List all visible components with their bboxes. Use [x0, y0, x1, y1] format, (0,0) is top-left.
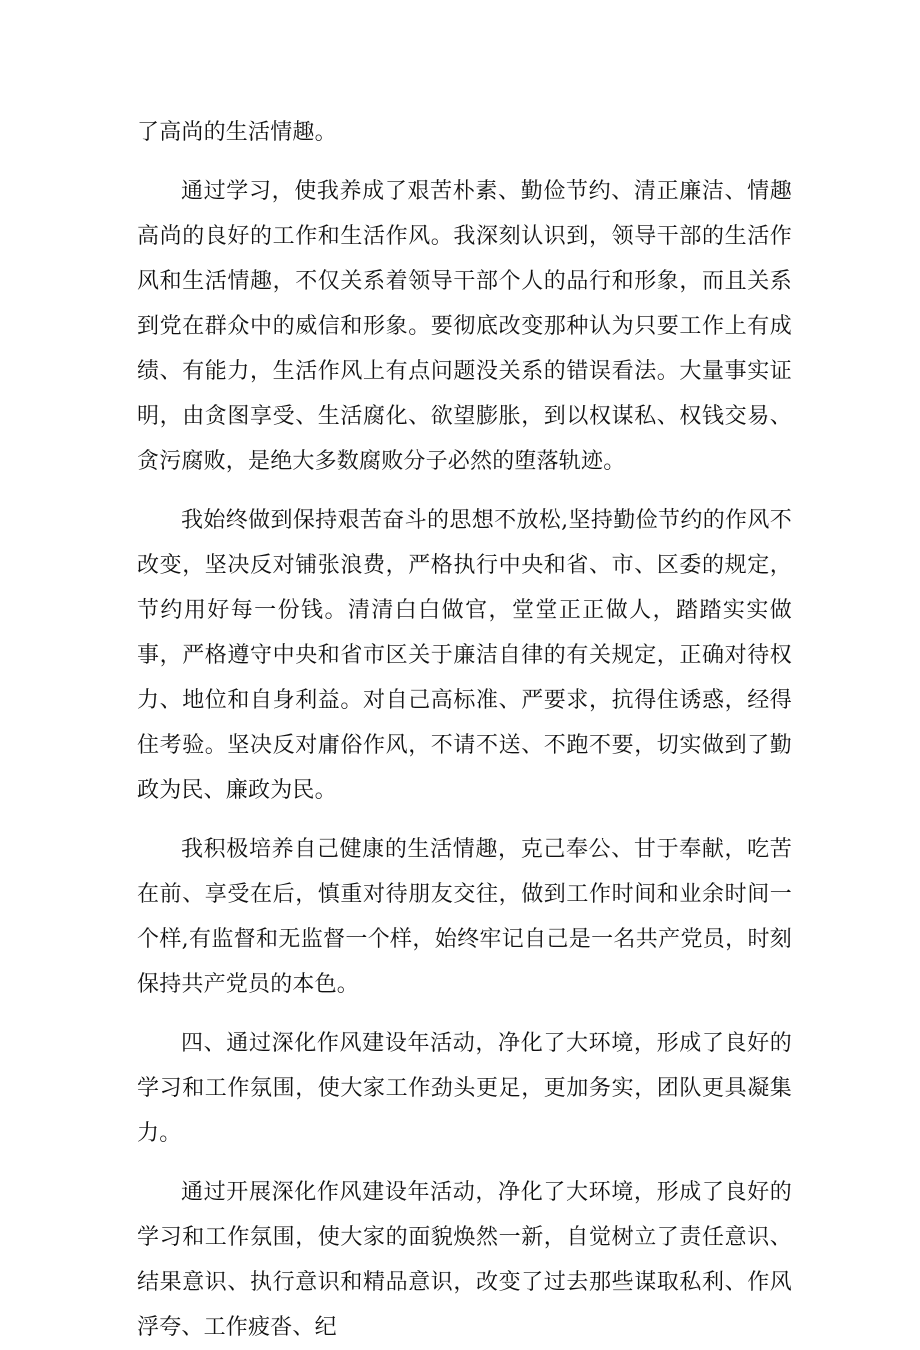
- paragraph-environment: 通过开展深化作风建设年活动，净化了大环境，形成了良好的学习和工作氛围，使大家的面貌焕然一新，自觉树立了责任意识、结果意识、执行意识和精品意识，改变了过去那些谋取私利、作风浮夸、工作疲沓、纪: [137, 1180, 792, 1340]
- section-heading-four: 四、通过深化作风建设年活动，净化了大环境，形成了良好的学习和工作氛围，使大家工作劲头更足，更加务实，团队更具凝集力。: [137, 1031, 792, 1146]
- paragraph-study-results: 通过学习，使我养成了艰苦朴素、勤俭节约、清正廉洁、情趣高尚的良好的工作和生活作风。我深刻认识到，领导干部的生活作风和生活情趣，不仅关系着领导干部个人的品行和形象，而且关系到党在群众中的威信和形象。要彻底改变那种认为只要工作上有成绩、有能力，生活作风上有点问题没关系的错误看法。大量事实证明，由贪图享受、生活腐化、欲望膨胀，到以权谋私、权钱交易、贪污腐败，是绝大多数腐败分子必然的堕落轨迹。: [137, 179, 792, 474]
- paragraph-frugality: 我始终做到保持艰苦奋斗的思想不放松,坚持勤俭节约的作风不改变，坚决反对铺张浪费，严格执行中央和省、市、区委的规定，节约用好每一份钱。清清白白做官，堂堂正正做人，踏踏实实做事，严格遵守中央和省市区关于廉洁自律的有关规定，正确对待权力、地位和自身利益。对自己高标准、严要求，抗得住诱惑，经得住考验。坚决反对庸俗作风，不请不送、不跑不要，切实做到了勤政为民、廉政为民。: [137, 508, 792, 803]
- paragraph-healthy-life: 我积极培养自己健康的生活情趣，克己奉公、甘于奉献，吃苦在前、享受在后，慎重对待朋友交往，做到工作时间和业余时间一个样,有监督和无监督一个样，始终牢记自己是一名共产党员，时刻保持共产党员的本色。: [137, 837, 792, 997]
- paragraph-continuation: 了高尚的生活情趣。: [137, 120, 337, 145]
